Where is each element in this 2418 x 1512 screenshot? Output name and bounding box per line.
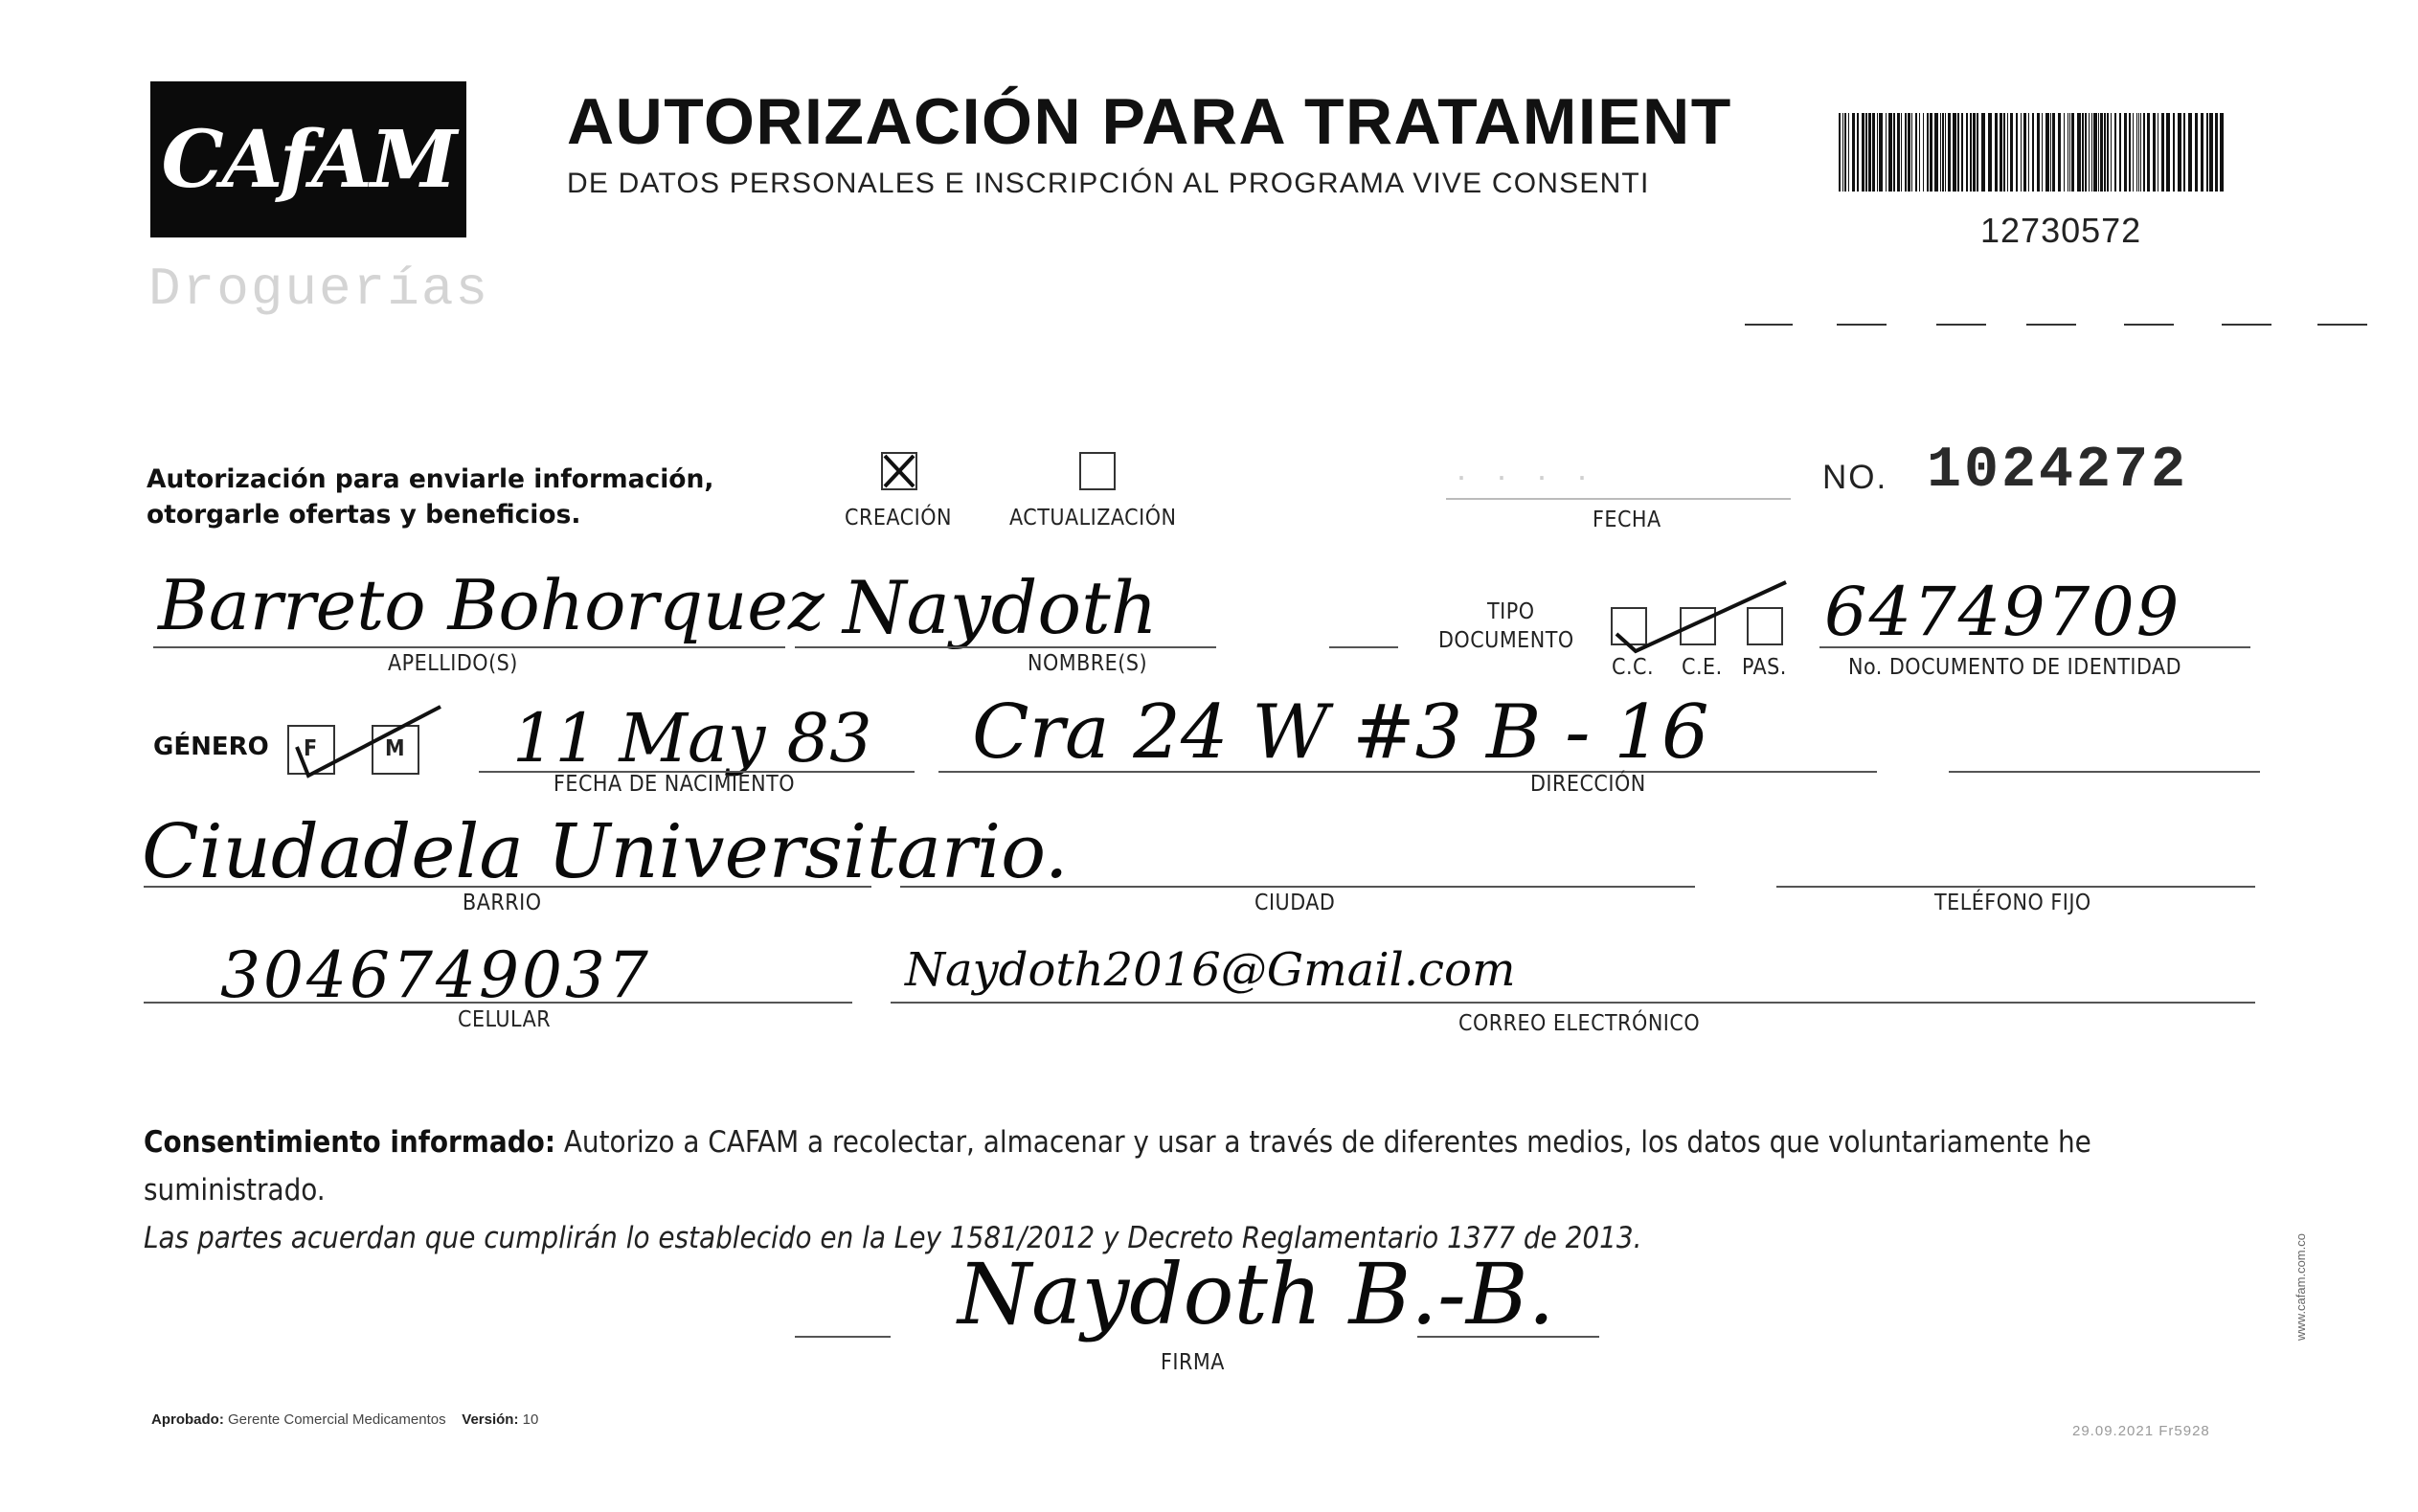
barcode-bar: [1852, 113, 1855, 192]
barcode-bar: [1848, 113, 1849, 192]
doc-number-value[interactable]: 64749709: [1824, 573, 2181, 651]
signature-value: Naydoth B.-B.: [958, 1245, 1555, 1343]
barcode-bar: [2124, 113, 2127, 192]
form-subtitle: DE DATOS PERSONALES E INSCRIPCIÓN AL PROGRAMA VIVE CONSENTI: [567, 168, 1650, 199]
barcode-bar: [1839, 113, 1841, 192]
label-firma: FIRMA: [1161, 1350, 1225, 1375]
barcode-bar: [1888, 113, 1892, 192]
nombres-value[interactable]: Naydoth: [843, 565, 1158, 650]
checkbox-genero-f[interactable]: F: [287, 725, 335, 775]
barcode-bar: [2016, 113, 2018, 192]
label-nombres: NOMBRE(S): [1028, 651, 1148, 676]
barcode-bar: [1953, 113, 1956, 192]
label-fecha: FECHA: [1593, 508, 1661, 532]
barcode-bar: [1897, 113, 1900, 192]
label-doc-number: No. DOCUMENTO DE IDENTIDAD: [1848, 655, 2182, 680]
barcode-bar: [1945, 113, 1946, 192]
label-tipo: TIPO: [1487, 599, 1535, 624]
barcode-bar: [2138, 113, 2139, 192]
barcode-bar: [1940, 113, 1941, 192]
barcode-bar: [1988, 113, 1992, 192]
checkbox-actualizacion[interactable]: [1079, 452, 1116, 490]
barcode-bar: [2111, 113, 2112, 192]
barcode-bar: [1865, 113, 1867, 192]
barcode-bar: [2100, 113, 2103, 192]
barcode-bar: [1973, 113, 1976, 192]
barcode-bar: [1927, 113, 1929, 192]
barcode-bar: [1981, 113, 1985, 192]
correo-value[interactable]: Naydoth2016@Gmail.com: [905, 943, 1516, 997]
barcode-bar: [2104, 113, 2106, 192]
barcode-bar: [1923, 113, 1924, 192]
label-fecha-nacimiento: FECHA DE NACIMIENTO: [554, 772, 795, 797]
label-creacion: CREACIÓN: [845, 506, 952, 530]
barcode-bar: [2114, 113, 2116, 192]
barcode-bar: [2052, 113, 2055, 192]
barcode-bar: [2045, 113, 2049, 192]
barcode: [1839, 113, 2226, 192]
barcode-bar: [2195, 113, 2198, 192]
barcode-bar: [1995, 113, 1998, 192]
barcode-bar: [2188, 113, 2192, 192]
barcode-bar: [2077, 113, 2081, 192]
barcode-bar: [2023, 113, 2026, 192]
barcode-bar: [2007, 113, 2008, 192]
label-cc: C.C.: [1612, 655, 1655, 680]
label-celular: CELULAR: [458, 1007, 552, 1032]
barcode-bar: [1930, 113, 1932, 192]
logo-subtext: Droguerías: [148, 259, 490, 320]
barcode-bar: [2082, 113, 2084, 192]
barcode-bar: [1877, 113, 1878, 192]
barcode-bar: [2173, 113, 2175, 192]
barcode-bar: [2133, 113, 2134, 192]
barcode-bar: [1862, 113, 1864, 192]
label-no: NO.: [1822, 459, 1888, 496]
barcode-bar: [1901, 113, 1902, 192]
barcode-bar: [2000, 113, 2002, 192]
barcode-bar: [2206, 113, 2208, 192]
barcode-bar: [1915, 113, 1917, 192]
barcode-bar: [2140, 113, 2141, 192]
checkmark-x-icon: [883, 454, 915, 488]
side-vertical-text: www.cafam.com.co: [2294, 1233, 2308, 1341]
apellidos-value[interactable]: Barreto Bohorquez: [158, 565, 825, 645]
barcode-bar: [1961, 113, 1963, 192]
barcode-bar: [2064, 113, 2065, 192]
barcode-bar: [1919, 113, 1920, 192]
barcode-bar: [2183, 113, 2185, 192]
barcode-bar: [2093, 113, 2097, 192]
barcode-bar: [1970, 113, 1972, 192]
barcode-bar: [1872, 113, 1875, 192]
footer-approval: Aprobado: Gerente Comercial Medicamentos Versión: 10: [151, 1411, 539, 1428]
barcode-bar: [2021, 113, 2022, 192]
label-genero: GÉNERO: [153, 733, 269, 761]
barcode-bar: [1942, 113, 1944, 192]
barcode-bar: [1844, 113, 1846, 192]
barcode-bar: [1911, 113, 1912, 192]
cafam-logo: [150, 81, 466, 237]
label-actualizacion: ACTUALIZACIÓN: [1009, 506, 1177, 530]
barcode-number: 12730572: [1980, 211, 2142, 250]
barcode-bar: [2153, 113, 2156, 192]
barcode-bar: [2089, 113, 2090, 192]
barcode-bar: [2119, 113, 2121, 192]
label-apellidos: APELLIDO(S): [388, 651, 518, 676]
barcode-bar: [2042, 113, 2043, 192]
label-pas: PAS.: [1742, 655, 1787, 680]
barcode-bar: [2028, 113, 2029, 192]
celular-value[interactable]: 3046749037: [220, 938, 651, 1012]
barcode-bar: [1957, 113, 1959, 192]
label-documento: DOCUMENTO: [1438, 628, 1574, 653]
barcode-bar: [2143, 113, 2145, 192]
barcode-bar: [2136, 113, 2137, 192]
authorization-text: Autorización para enviarle información, otorgarle ofertas y beneficios.: [147, 464, 714, 530]
barcode-bar: [2071, 113, 2074, 192]
barcode-bar: [2050, 113, 2051, 192]
barcode-bar: [2058, 113, 2061, 192]
barcode-bar: [2107, 113, 2109, 192]
logo-text: CAfAM: [161, 113, 456, 206]
barcode-bar: [1977, 113, 1978, 192]
label-telefono: TELÉFONO FIJO: [1934, 891, 2091, 915]
label-ciudad: CIUDAD: [1254, 891, 1336, 915]
barcode-bar: [2209, 113, 2213, 192]
barcode-bar: [1868, 113, 1871, 192]
checkbox-genero-m[interactable]: M: [372, 725, 419, 775]
barcode-bar: [1886, 113, 1887, 192]
genero-check-mark-icon: [278, 699, 450, 785]
barcode-bar: [2003, 113, 2005, 192]
barcode-bar: [1893, 113, 1895, 192]
fecha-faded-value: · · · ·: [1456, 456, 1597, 495]
barcode-bar: [2147, 113, 2150, 192]
barcode-bar: [1905, 113, 1907, 192]
barcode-bar: [1879, 113, 1883, 192]
fecha-nacimiento-value[interactable]: 11 May 83: [512, 699, 872, 778]
barcode-bar: [2091, 113, 2092, 192]
barrio-value[interactable]: Ciudadela Universitario.: [142, 809, 1069, 895]
label-direccion: DIRECCIÓN: [1530, 772, 1646, 797]
barcode-bar: [2129, 113, 2131, 192]
direccion-value[interactable]: Cra 24 W #3 B - 16: [972, 689, 1709, 776]
barcode-bar: [2037, 113, 2040, 192]
checkbox-creacion[interactable]: [881, 452, 917, 490]
form-number: 1024272: [1927, 439, 2189, 504]
label-correo: CORREO ELECTRÓNICO: [1458, 1011, 1701, 1036]
barcode-bar: [2201, 113, 2203, 192]
label-barrio: BARRIO: [463, 891, 542, 915]
barcode-bar: [2010, 113, 2013, 192]
barcode-bar: [1948, 113, 1951, 192]
label-ce: C.E.: [1682, 655, 1723, 680]
barcode-bar: [2032, 113, 2034, 192]
barcode-bar: [2161, 113, 2164, 192]
barcode-bar: [1857, 113, 1859, 192]
barcode-bar: [1966, 113, 1968, 192]
barcode-bar: [2085, 113, 2087, 192]
barcode-bar: [2215, 113, 2218, 192]
barcode-bar: [1842, 113, 1843, 192]
barcode-bar: [2098, 113, 2099, 192]
form-title: AUTORIZACIÓN PARA TRATAMIENT: [567, 85, 1732, 158]
barcode-bar: [2220, 113, 2224, 192]
footer-date-code: 29.09.2021 Fr5928: [2072, 1423, 2210, 1439]
check-mark-icon: [1609, 575, 1800, 661]
barcode-bar: [1934, 113, 1938, 192]
consent-text: Consentimiento informado: Autorizo a CAFAM a recolectar, almacenar y usar a través de diferentes medios, los datos que voluntariamente he suministrado. Las partes acuerdan que cumplirán lo establecido en la Ley 1581/2012 y Decreto Reglamentario 1377 de 2013.: [144, 1125, 2091, 1255]
barcode-bar: [2069, 113, 2070, 192]
barcode-bar: [2178, 113, 2181, 192]
barcode-bar: [1908, 113, 1910, 192]
barcode-bar: [2166, 113, 2170, 192]
